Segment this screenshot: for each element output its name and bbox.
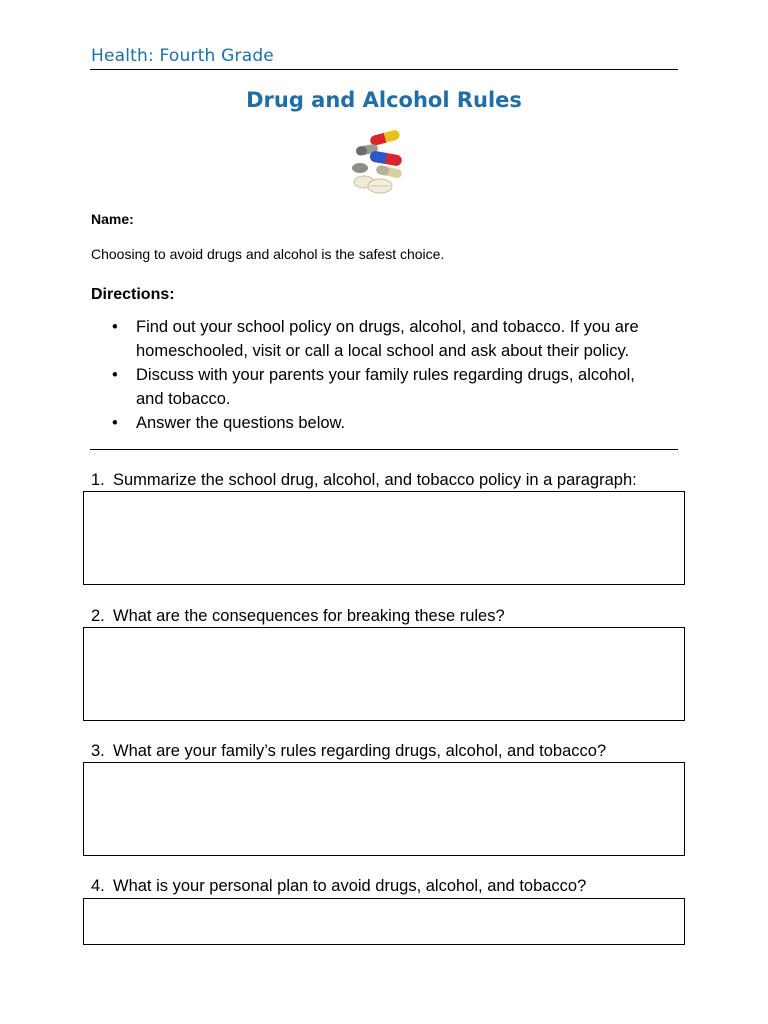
question-3 [91, 742, 606, 761]
bullet-icon: • [112, 318, 118, 336]
section-divider [90, 449, 678, 450]
answer-box-4[interactable] [83, 898, 685, 945]
question-text: Summarize the school drug, alcohol, and tobacco policy in a paragraph: [113, 471, 637, 489]
question-number: 1. [91, 471, 105, 489]
list-item-line: homeschooled, visit or call a local school and ask about their policy. [136, 342, 630, 360]
question-text: What is your personal plan to avoid drugs, alcohol, and tobacco? [113, 877, 587, 895]
answer-box-2[interactable] [83, 627, 685, 721]
list-item [91, 315, 691, 363]
answer-box-3[interactable] [83, 762, 685, 856]
question-number: 2. [91, 607, 105, 625]
directions-label: Directions: [91, 286, 175, 303]
bullet-icon: • [112, 414, 118, 432]
question-number: 4. [91, 877, 105, 895]
question-text: What are your family’s rules regarding drugs, alcohol, and tobacco? [113, 742, 607, 760]
answer-box-1[interactable] [83, 491, 685, 585]
list-item-line: Find out your school policy on drugs, alcohol, and tobacco. If you are [136, 318, 639, 336]
bullet-icon: • [112, 366, 118, 384]
directions-list [91, 315, 691, 435]
header-subject: Health: Fourth Grade [91, 46, 274, 66]
list-item [91, 411, 691, 435]
name-label: Name: [91, 211, 134, 227]
page-title: Drug and Alcohol Rules [246, 88, 522, 112]
list-item [91, 363, 691, 411]
list-item-line: and tobacco. [136, 390, 231, 408]
header-divider [90, 69, 678, 70]
pills-icon [344, 128, 414, 196]
question-number: 3. [91, 742, 105, 760]
question-text: What are the consequences for breaking these rules? [113, 607, 505, 625]
question-4 [91, 877, 586, 896]
list-item-line: Discuss with your parents your family rules regarding drugs, alcohol, [136, 366, 635, 384]
intro-text: Choosing to avoid drugs and alcohol is the safest choice. [91, 246, 445, 262]
question-2 [91, 607, 505, 626]
list-item-line: Answer the questions below. [136, 414, 346, 432]
question-1 [91, 471, 637, 490]
